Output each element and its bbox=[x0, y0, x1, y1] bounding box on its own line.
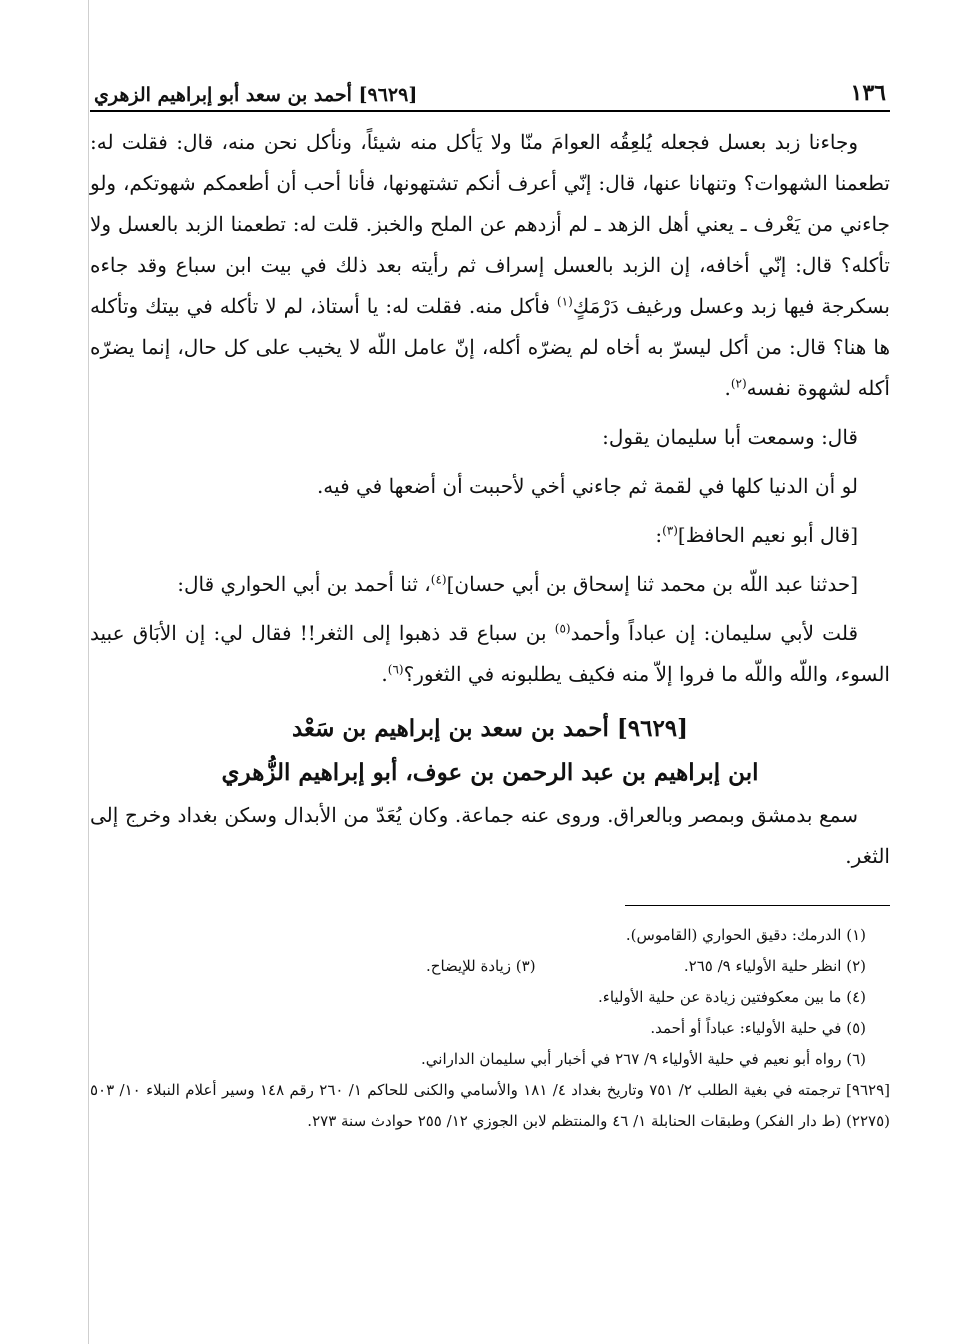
paragraph-text: : bbox=[655, 523, 663, 547]
paragraph-dunya-morsel: لو أن الدنيا كلها في لقمة ثم جاءني أخي لأحببت أن أضعها في فيه. bbox=[316, 474, 858, 498]
page-header bbox=[90, 70, 890, 112]
main-text bbox=[90, 122, 890, 695]
footnote-row-2-3 bbox=[426, 951, 890, 982]
footnote-5: (٥) في حلية الأولياء: عباداً أو أحمد. bbox=[650, 1019, 866, 1037]
footnote-4: (٤) ما بين معكوفتين زيادة عن حلية الأولياء. bbox=[598, 988, 866, 1006]
footnote-separator bbox=[625, 905, 890, 906]
footnote-ref-6: (٦) bbox=[387, 662, 404, 677]
footnote-2: (٢) انظر حلية الأولياء ٩/ ٢٦٥. bbox=[683, 957, 866, 975]
entry-heading-line-2: ابن إبراهيم بن عبد الرحمن بن عوف، أبو إبراهيم الزُّهري bbox=[221, 759, 759, 786]
footnote-ref-2: (٢) bbox=[730, 376, 747, 391]
paragraph-honey-butter bbox=[90, 122, 890, 409]
paragraph-text: [حدثنا عبد اللّه بن محمد ثنا إسحاق بن أبي حسان] bbox=[446, 572, 858, 596]
paragraph-text: [قال أبو نعيم الحافظ] bbox=[677, 523, 858, 547]
scan-edge-line bbox=[88, 0, 89, 1344]
footnote-ref-3: (٣) bbox=[662, 523, 678, 538]
entry-text: سمع بدمشق وبمصر وبالعراق. وروى عنه جماعة. وكان يُعَدّ من الأبدال وسكن بغداد وخرج إلى الثغر. bbox=[90, 803, 890, 868]
paragraph-text: . bbox=[724, 376, 731, 400]
footnote-ref-5: (٥) bbox=[554, 621, 571, 636]
bibliography-note: [٩٦٢٩] ترجمته في بغية الطلب ٢/ ٧٥١ وتاريخ بغداد ٤/ ١٨١ والأسامي والكنى للحاكم ١/ ٢٦٠ رقم ١٤٨ وسير أعلام النبلاء ١٠/ ٥٠٣ (٢٢٧٥) (ط دار الفكر) وطبقات الحنابلة ١/ ٤٦ والمنتظم لابن الجوزي ١٢/ ٢٥٥ حوادث سنة ٢٧٣. bbox=[90, 1081, 891, 1130]
book-page bbox=[90, 70, 890, 1137]
paragraph-isnad bbox=[90, 564, 890, 605]
footnote-6: (٦) رواه أبو نعيم في حلية الأولياء ٩/ ٢٦٧ في أخبار أبي سليمان الداراني. bbox=[421, 1050, 866, 1068]
paragraph-thaghr bbox=[90, 613, 890, 695]
paragraph-text: بن سباع قد ذهبوا إلى الثغر!! فقال لي: إن الأبَاق عبيد السوء، واللّه واللّه ما فروا إلاّ منه فكيف يطلبونه في الثغور؟ bbox=[90, 621, 890, 686]
footnote-ref-4: (٤) bbox=[430, 572, 447, 587]
paragraph-text: ، ثنا أحمد بن أبي الحواري قال: bbox=[177, 572, 431, 596]
footnote-1: (١) الدرمك: دقيق الحواري (القاموس). bbox=[625, 926, 866, 944]
footnote-3: (٣) زيادة للإيضاح. bbox=[426, 957, 536, 975]
paragraph-text: . bbox=[381, 662, 388, 686]
footnote-ref-1: (١) bbox=[556, 294, 573, 309]
paragraph-text: قلت لأبي سليمان: إن عباداً وأحمد bbox=[570, 621, 859, 645]
entry-heading-line-1: [٩٦٢٩] أحمد بن سعد بن إبراهيم بن سَعْد bbox=[291, 715, 689, 742]
footnotes bbox=[90, 920, 890, 1137]
paragraph-abu-nuaym bbox=[90, 515, 890, 556]
entry-heading bbox=[90, 707, 890, 795]
paragraph-text: وجاءنا زبد بعسل فجعله يُلعِقُه العوامَ منّا ولا يَأكل منه شيئاً، ونأكل نحن منه، قال: فقلت له: تطعمنا الشهوات؟ وتنهانا عنها، قال: إنّي أعرف أنكم تشتهونها، فأنا أحب أن أطعمكم شهوتكم، ولو جاءني من يَعْرف ـ يعني أهل الزهد ـ لم أزدهم عن الملح والخبز. قلت له: تطعمنا الزبد بالعسل ولا تأكله؟ قال: إنّي أخافه، إن الزبد بالعسل إسراف ثم رأيته بعد ذلك في بيت ابن سباع وقد جاءه بسكرجة فيها زبد وعسل ورغيف دَرْمَكٍ bbox=[90, 130, 891, 318]
paragraph-heard-abu-sulayman: قال: وسمعت أبا سليمان يقول: bbox=[602, 425, 858, 449]
paragraph-text: فأكل منه. فقلت له: يا أستاذ، لم لا تأكله في بيتك وتأكله ها هنا؟ قال: من أكل ليسرّ به أخاه لم يضرّه أكله، إنّ عامل اللّه لا يخيب على كل حال، إنما يضرّه أكله لشهوة نفسه bbox=[90, 294, 890, 400]
running-title: [٩٦٢٩] أحمد بن سعد أبو إبراهيم الزهري bbox=[94, 84, 418, 106]
page-number: ١٣٦ bbox=[850, 80, 886, 106]
